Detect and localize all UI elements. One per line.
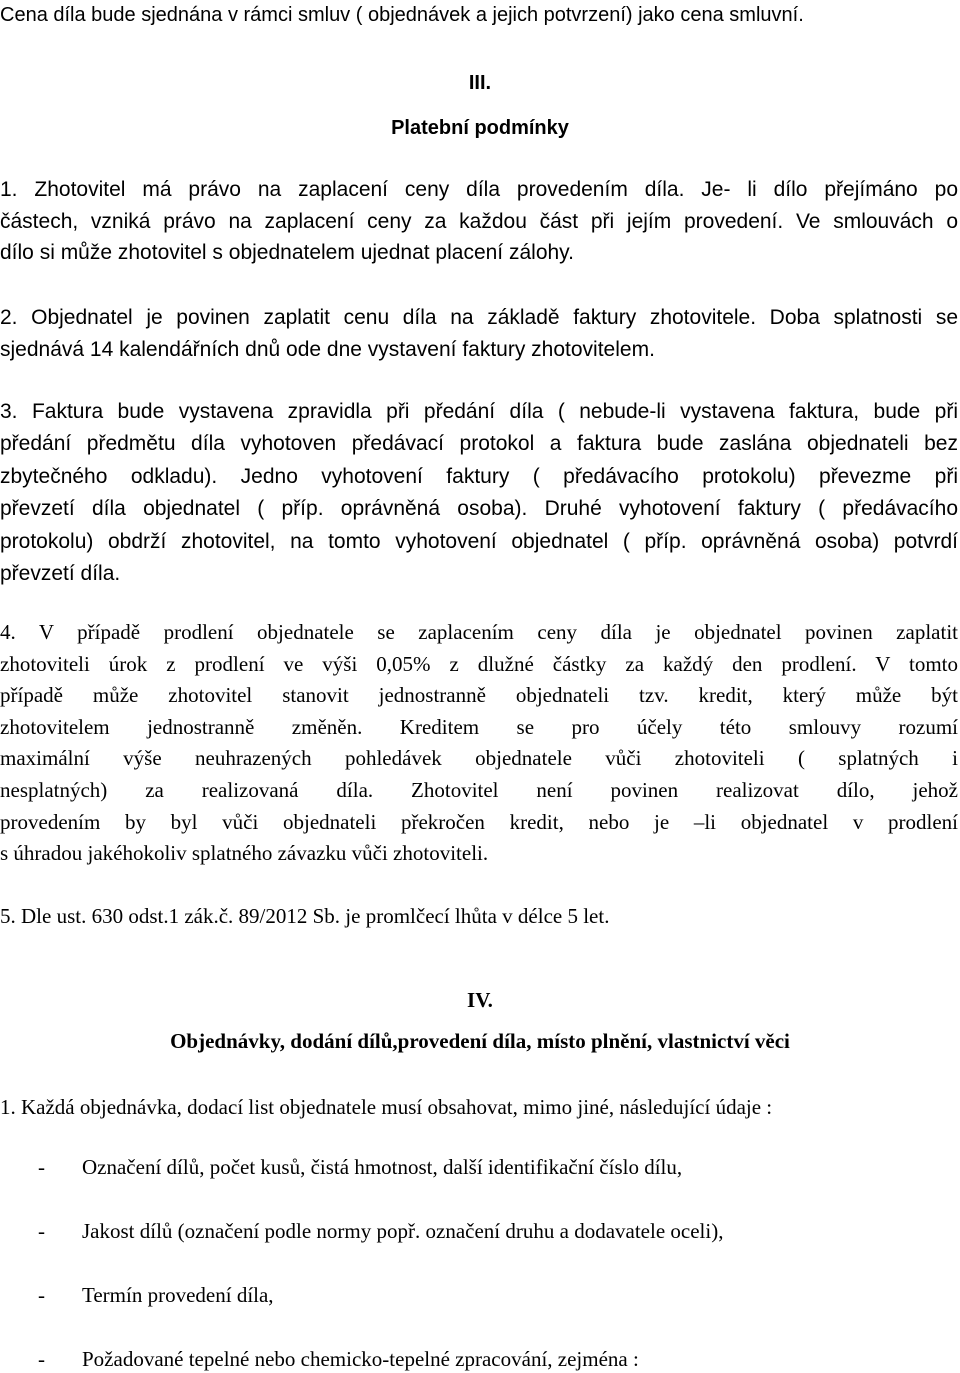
paragraph-1-line: 1. Zhotovitel má právo na zaplacení ceny díla provedením díla. Je- li dílo přejímáno po	[0, 178, 958, 201]
bullet-dash: -	[38, 1219, 45, 1243]
paragraph-2-line: sjednává 14 kalendářních dnů ode dne vystavení faktury zhotovitelem.	[0, 338, 655, 361]
paragraph-3-line: převzetí díla objednatel ( příp. oprávněná osoba). Druhé vyhotovení faktury ( předávacího	[0, 497, 958, 521]
paragraph-4-line: 4. V případě prodlení objednatele se zaplacením ceny díla je objednatel povinen zaplatit	[0, 620, 958, 644]
bullet-text: Označení dílů, počet kusů, čistá hmotnost, další identifikační číslo dílu,	[82, 1155, 683, 1179]
paragraph-3-line: předání předmětu díla vyhotoven předávací protokol a faktura bude zaslána objednateli bez	[0, 432, 958, 456]
paragraph-4-line: provedením by byl vůči objednateli překročen kredit, nebo je –li objednatel v prodlení	[0, 809, 958, 834]
paragraph-4-line: případě může zhotovitel stanovit jednostranně objednateli tzv. kredit, který může být	[0, 683, 958, 708]
paragraph-4-line: zhotovitelem jednostranně změněn. Kreditem se pro účely této smlouvy rozumí	[0, 714, 958, 739]
paragraph-1-line: částech, vzniká právo na zaplacení ceny za každou část při jejím provedení. Ve smlouvách o	[0, 209, 958, 233]
paragraph-1-line: dílo si může zhotovitel s objednatelem ujednat placení zálohy.	[0, 241, 574, 264]
top-line: Cena díla bude sjednána v rámci smluv ( objednávek a jejich potvrzení) jako cena smluvní.	[0, 4, 804, 26]
bullet-text: Požadované tepelné nebo chemicko-tepelné zpracování, zejména :	[82, 1347, 639, 1371]
paragraph-3-line: zbytečného odkladu). Jedno vyhotovení faktury ( předávacího protokolu) převezme při	[0, 464, 958, 488]
paragraph-4	[0, 617, 958, 870]
paragraph-3-line: protokolu) obdrží zhotovitel, na tomto vyhotovení objednatel ( příp. oprávněná osoba) potvrdí	[0, 529, 958, 553]
section-number-iii: III.	[468, 72, 492, 94]
bullet-item	[38, 1219, 723, 1243]
bullet-text: Termín provedení díla,	[82, 1283, 274, 1307]
bullet-dash: -	[38, 1283, 45, 1307]
paragraph-4-line: s úhradou jakéhokoliv splatného závazku vůči zhotoviteli.	[0, 841, 489, 866]
paragraph-2	[0, 302, 958, 366]
paragraph-5: 5. Dle ust. 630 odst.1 zák.č. 89/2012 Sb. je promlčecí lhůta v délce 5 let.	[0, 904, 610, 928]
bullet-dash: -	[38, 1347, 45, 1371]
paragraph-4-line: zhotoviteli úrok z prodlení ve výši 0,05% z dlužné částky za každý den prodlení. V tomto	[0, 651, 958, 676]
paragraph-4-line: maximální výše neuhrazených pohledávek objednatele vůči zhotoviteli ( splatných i	[0, 746, 958, 771]
paragraph-3-line: převzetí díla.	[0, 562, 121, 586]
paragraph-3	[0, 396, 958, 590]
paragraph-1	[0, 174, 958, 269]
paragraph-2-line: 2. Objednatel je povinen zaplatit cenu díla na základě faktury zhotovitele. Doba splatnosti se	[0, 306, 958, 329]
paragraph-4-line: nesplatných) za realizovaná díla. Zhotovitel není povinen realizovat dílo, jehož	[0, 777, 958, 802]
bullet-dash: -	[38, 1155, 45, 1179]
paragraph-3-line: 3. Faktura bude vystavena zpravidla při předání díla ( nebude-li vystavena faktura, bude při	[0, 400, 958, 423]
bullet-text: Jakost dílů (označení podle normy popř. označení druhu a dodavatele oceli),	[82, 1219, 724, 1243]
section-title-payment-terms: Platební podmínky	[391, 117, 569, 139]
bullet-item	[38, 1347, 639, 1371]
section-number-iv: IV.	[467, 988, 493, 1012]
item-1: 1. Každá objednávka, dodací list objednatele musí obsahovat, mimo jiné, následující údaje :	[0, 1095, 773, 1119]
bullet-item	[38, 1283, 274, 1307]
bullet-item	[38, 1155, 682, 1179]
section-title-orders: Objednávky, dodání dílů,provedení díla, místo plnění, vlastnictví věci	[170, 1029, 790, 1053]
